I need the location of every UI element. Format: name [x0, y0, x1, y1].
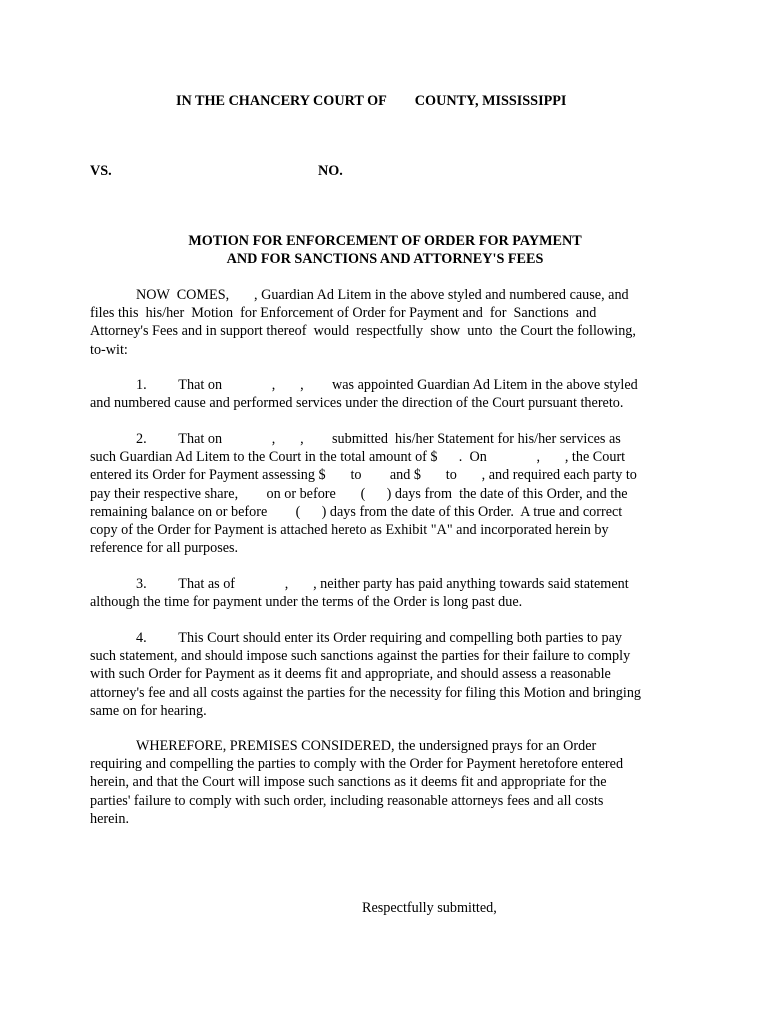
intro-paragraph — [90, 286, 680, 359]
court-heading — [176, 93, 566, 110]
paragraph-line: pay their respective share, on or before ( ) days from the date of this Order, and the — [90, 485, 628, 502]
paragraph-1 — [90, 376, 680, 412]
paragraph-line: although the time for payment under the terms of the Order is long past due. — [90, 594, 523, 611]
paragraph-line: requiring and compelling the parties to comply with the Order for Payment heretofore entered — [90, 756, 624, 773]
paragraph-line: such statement, and should impose such sanctions against the parties for their failure to comply — [90, 648, 631, 665]
court-name: IN THE CHANCERY COURT OF — [176, 93, 387, 109]
paragraph-line: WHEREFORE, PREMISES CONSIDERED, the undersigned prays for an Order — [136, 738, 597, 754]
paragraph-line: parties' failure to comply with such order, including reasonable attorneys fees and all costs — [90, 792, 604, 809]
paragraph-line: 2. That on , , submitted his/her Statement for his/her services as — [136, 431, 621, 447]
wherefore-paragraph — [90, 737, 680, 828]
motion-title — [0, 232, 770, 268]
paragraph-line: files this his/her Motion for Enforcement of Order for Payment and for Sanctions and — [90, 305, 597, 322]
paragraph-line: with such Order for Payment as it deems fit and appropriate, and should assess a reasonable — [90, 666, 611, 683]
paragraph-line: reference for all purposes. — [90, 540, 239, 557]
paragraph-3 — [90, 575, 680, 611]
paragraph-line: copy of the Order for Payment is attached hereto as Exhibit "A" and incorporated herein by — [90, 522, 609, 539]
paragraph-line: to-wit: — [90, 341, 128, 358]
motion-title-line-1: MOTION FOR ENFORCEMENT OF ORDER FOR PAYMENT — [188, 233, 582, 249]
paragraph-line: 1. That on , , was appointed Guardian Ad Litem in the above styled — [136, 377, 638, 393]
paragraph-line: herein, and that the Court will impose such sanctions as it deems fit and appropriate for the — [90, 774, 607, 791]
county-state: COUNTY, MISSISSIPPI — [414, 93, 567, 109]
paragraph-line: and numbered cause and performed services under the direction of the Court pursuant thereto. — [90, 395, 624, 412]
signature-closing: Respectfully submitted, — [362, 900, 497, 916]
paragraph-2 — [90, 430, 680, 557]
paragraph-line: NOW COMES, , Guardian Ad Litem in the above styled and numbered cause, and — [136, 287, 629, 303]
paragraph-line: remaining balance on or before ( ) days from the date of this Order. A true and correct — [90, 503, 623, 520]
paragraph-line: entered its Order for Payment assessing $ to and $ to , and required each party to — [90, 467, 637, 484]
paragraph-line: such Guardian Ad Litem to the Court in the total amount of $ . On , , the Court — [90, 449, 626, 466]
paragraph-line: 3. That as of , , neither party has paid anything towards said statement — [136, 576, 629, 592]
paragraph-line: attorney's fee and all costs against the parties for the necessity for filing this Motion and bringing — [90, 684, 642, 701]
case-number-label: NO. — [318, 163, 343, 179]
motion-title-line-2: AND FOR SANCTIONS AND ATTORNEY'S FEES — [226, 251, 544, 267]
paragraph-line: same on for hearing. — [90, 702, 207, 719]
paragraph-line: herein. — [90, 810, 129, 827]
paragraph-4 — [90, 629, 680, 720]
versus-label: VS. — [90, 163, 112, 179]
paragraph-line: Attorney's Fees and in support thereof would respectfully show unto the Court the following, — [90, 323, 636, 340]
paragraph-line: 4. This Court should enter its Order requiring and compelling both parties to pay — [136, 630, 622, 646]
